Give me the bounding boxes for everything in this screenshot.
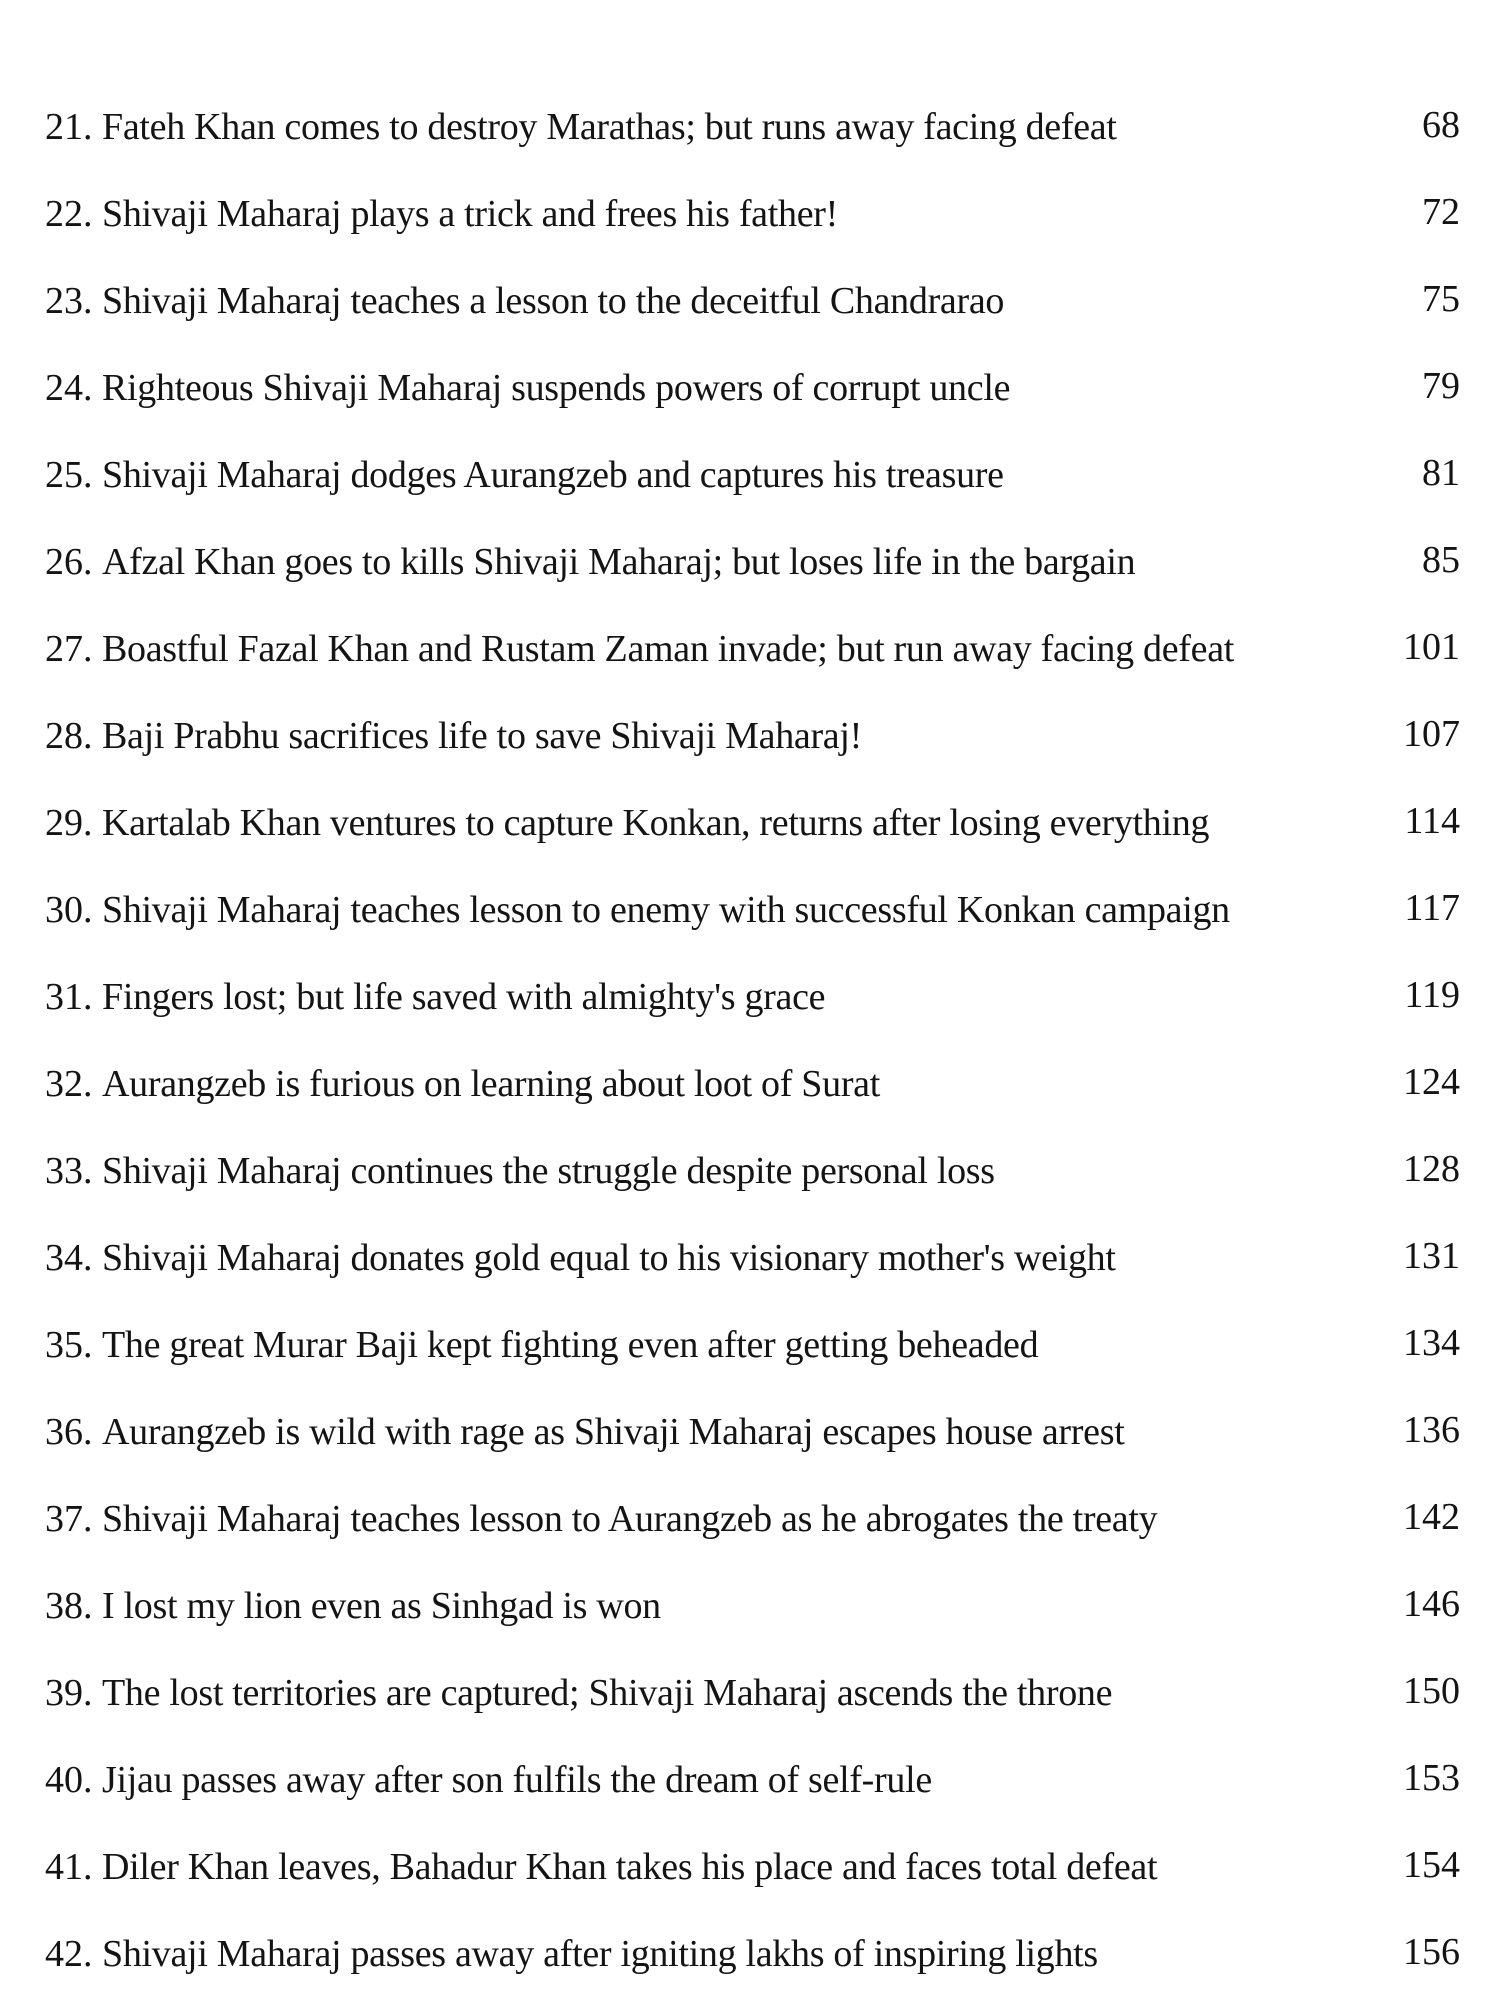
page-number: 134 [1403, 1322, 1460, 1364]
page-number: 142 [1403, 1496, 1460, 1538]
chapter-number: 26. [45, 541, 93, 583]
chapter-title: Baji Prabhu sacrifices life to save Shivaji Maharaj! [102, 715, 862, 757]
chapter-number: 40. [45, 1759, 93, 1801]
chapter-number: 33. [45, 1150, 93, 1192]
toc-entry [0, 274, 1500, 361]
page-number: 128 [1403, 1148, 1460, 1190]
chapter-title: I lost my lion even as Sinhgad is won [102, 1585, 661, 1627]
page-number: 131 [1403, 1235, 1460, 1277]
chapter-number: 31. [45, 976, 93, 1018]
toc-entry [0, 1492, 1500, 1579]
page-number: 136 [1403, 1409, 1460, 1451]
chapter-number: 35. [45, 1324, 93, 1366]
chapter-title: Shivaji Maharaj teaches lesson to enemy with successful Konkan campaign [102, 889, 1230, 931]
chapter-number: 39. [45, 1672, 93, 1714]
chapter-number: 30. [45, 889, 93, 931]
page-number: 153 [1403, 1757, 1460, 1799]
page-number: 146 [1403, 1583, 1460, 1625]
chapter-title: Shivaji Maharaj plays a trick and frees his father! [102, 193, 838, 235]
page-number: 85 [1422, 539, 1460, 581]
chapter-title: Shivaji Maharaj teaches lesson to Aurangzeb as he abrogates the treaty [102, 1498, 1158, 1540]
toc-entry [0, 970, 1500, 1057]
chapter-title: Jijau passes away after son fulfils the dream of self-rule [102, 1759, 932, 1801]
chapter-number: 27. [45, 628, 93, 670]
chapter-title: Kartalab Khan ventures to capture Konkan, returns after losing everything [102, 802, 1210, 844]
toc-entry [0, 622, 1500, 709]
chapter-title: The lost territories are captured; Shivaji Maharaj ascends the throne [102, 1672, 1113, 1714]
toc-entry [0, 1753, 1500, 1840]
chapter-title: Shivaji Maharaj donates gold equal to his visionary mother's weight [102, 1237, 1116, 1279]
page-number: 117 [1404, 887, 1460, 929]
page-number: 79 [1422, 365, 1460, 407]
chapter-number: 29. [45, 802, 93, 844]
chapter-number: 21. [45, 106, 93, 148]
toc-entry [0, 100, 1500, 187]
chapter-title: Fateh Khan comes to destroy Marathas; but runs away facing defeat [102, 106, 1117, 148]
chapter-number: 32. [45, 1063, 93, 1105]
chapter-number: 24. [45, 367, 93, 409]
chapter-number: 23. [45, 280, 93, 322]
page-number: 156 [1403, 1931, 1460, 1973]
chapter-number: 22. [45, 193, 93, 235]
chapter-title: Afzal Khan goes to kills Shivaji Maharaj; but loses life in the bargain [102, 541, 1136, 583]
chapter-number: 36. [45, 1411, 93, 1453]
chapter-number: 42. [45, 1933, 93, 1975]
toc-entry [0, 1927, 1500, 2014]
toc-entry [0, 535, 1500, 622]
chapter-title: The great Murar Baji kept fighting even after getting beheaded [102, 1324, 1039, 1366]
toc-entry [0, 361, 1500, 448]
page-number: 68 [1422, 104, 1460, 146]
toc-entry [0, 1840, 1500, 1927]
page-number: 75 [1422, 278, 1460, 320]
toc-entry [0, 1666, 1500, 1753]
toc-entry [0, 883, 1500, 970]
toc-entry [0, 448, 1500, 535]
page-number: 81 [1422, 452, 1460, 494]
toc-entry [0, 796, 1500, 883]
page-number: 107 [1403, 713, 1460, 755]
page-number: 124 [1403, 1061, 1460, 1103]
chapter-title: Diler Khan leaves, Bahadur Khan takes his place and faces total defeat [102, 1846, 1158, 1888]
chapter-title: Shivaji Maharaj dodges Aurangzeb and captures his treasure [102, 454, 1004, 496]
toc-entry [0, 1318, 1500, 1405]
table-of-contents [0, 100, 1500, 2014]
chapter-title: Shivaji Maharaj passes away after igniting lakhs of inspiring lights [102, 1933, 1098, 1975]
chapter-title: Boastful Fazal Khan and Rustam Zaman invade; but run away facing defeat [102, 628, 1235, 670]
page-number: 154 [1403, 1844, 1460, 1886]
toc-entry [0, 1579, 1500, 1666]
chapter-number: 38. [45, 1585, 93, 1627]
page-number: 150 [1403, 1670, 1460, 1712]
chapter-title: Shivaji Maharaj teaches a lesson to the deceitful Chandrarao [102, 280, 1005, 322]
toc-entry [0, 1405, 1500, 1492]
toc-entry [0, 1231, 1500, 1318]
chapter-title: Aurangzeb is wild with rage as Shivaji Maharaj escapes house arrest [102, 1411, 1125, 1453]
chapter-title: Righteous Shivaji Maharaj suspends powers of corrupt uncle [102, 367, 1011, 409]
chapter-number: 25. [45, 454, 93, 496]
toc-entry [0, 709, 1500, 796]
chapter-title: Shivaji Maharaj continues the struggle despite personal loss [102, 1150, 995, 1192]
chapter-title: Fingers lost; but life saved with almighty's grace [102, 976, 826, 1018]
page-number: 72 [1422, 191, 1460, 233]
chapter-title: Aurangzeb is furious on learning about loot of Surat [102, 1063, 881, 1105]
page-number: 114 [1404, 800, 1460, 842]
chapter-number: 28. [45, 715, 93, 757]
page-number: 119 [1404, 974, 1460, 1016]
toc-entry [0, 187, 1500, 274]
toc-entry [0, 1057, 1500, 1144]
chapter-number: 41. [45, 1846, 93, 1888]
chapter-number: 37. [45, 1498, 93, 1540]
page-number: 101 [1403, 626, 1460, 668]
toc-entry [0, 1144, 1500, 1231]
chapter-number: 34. [45, 1237, 93, 1279]
